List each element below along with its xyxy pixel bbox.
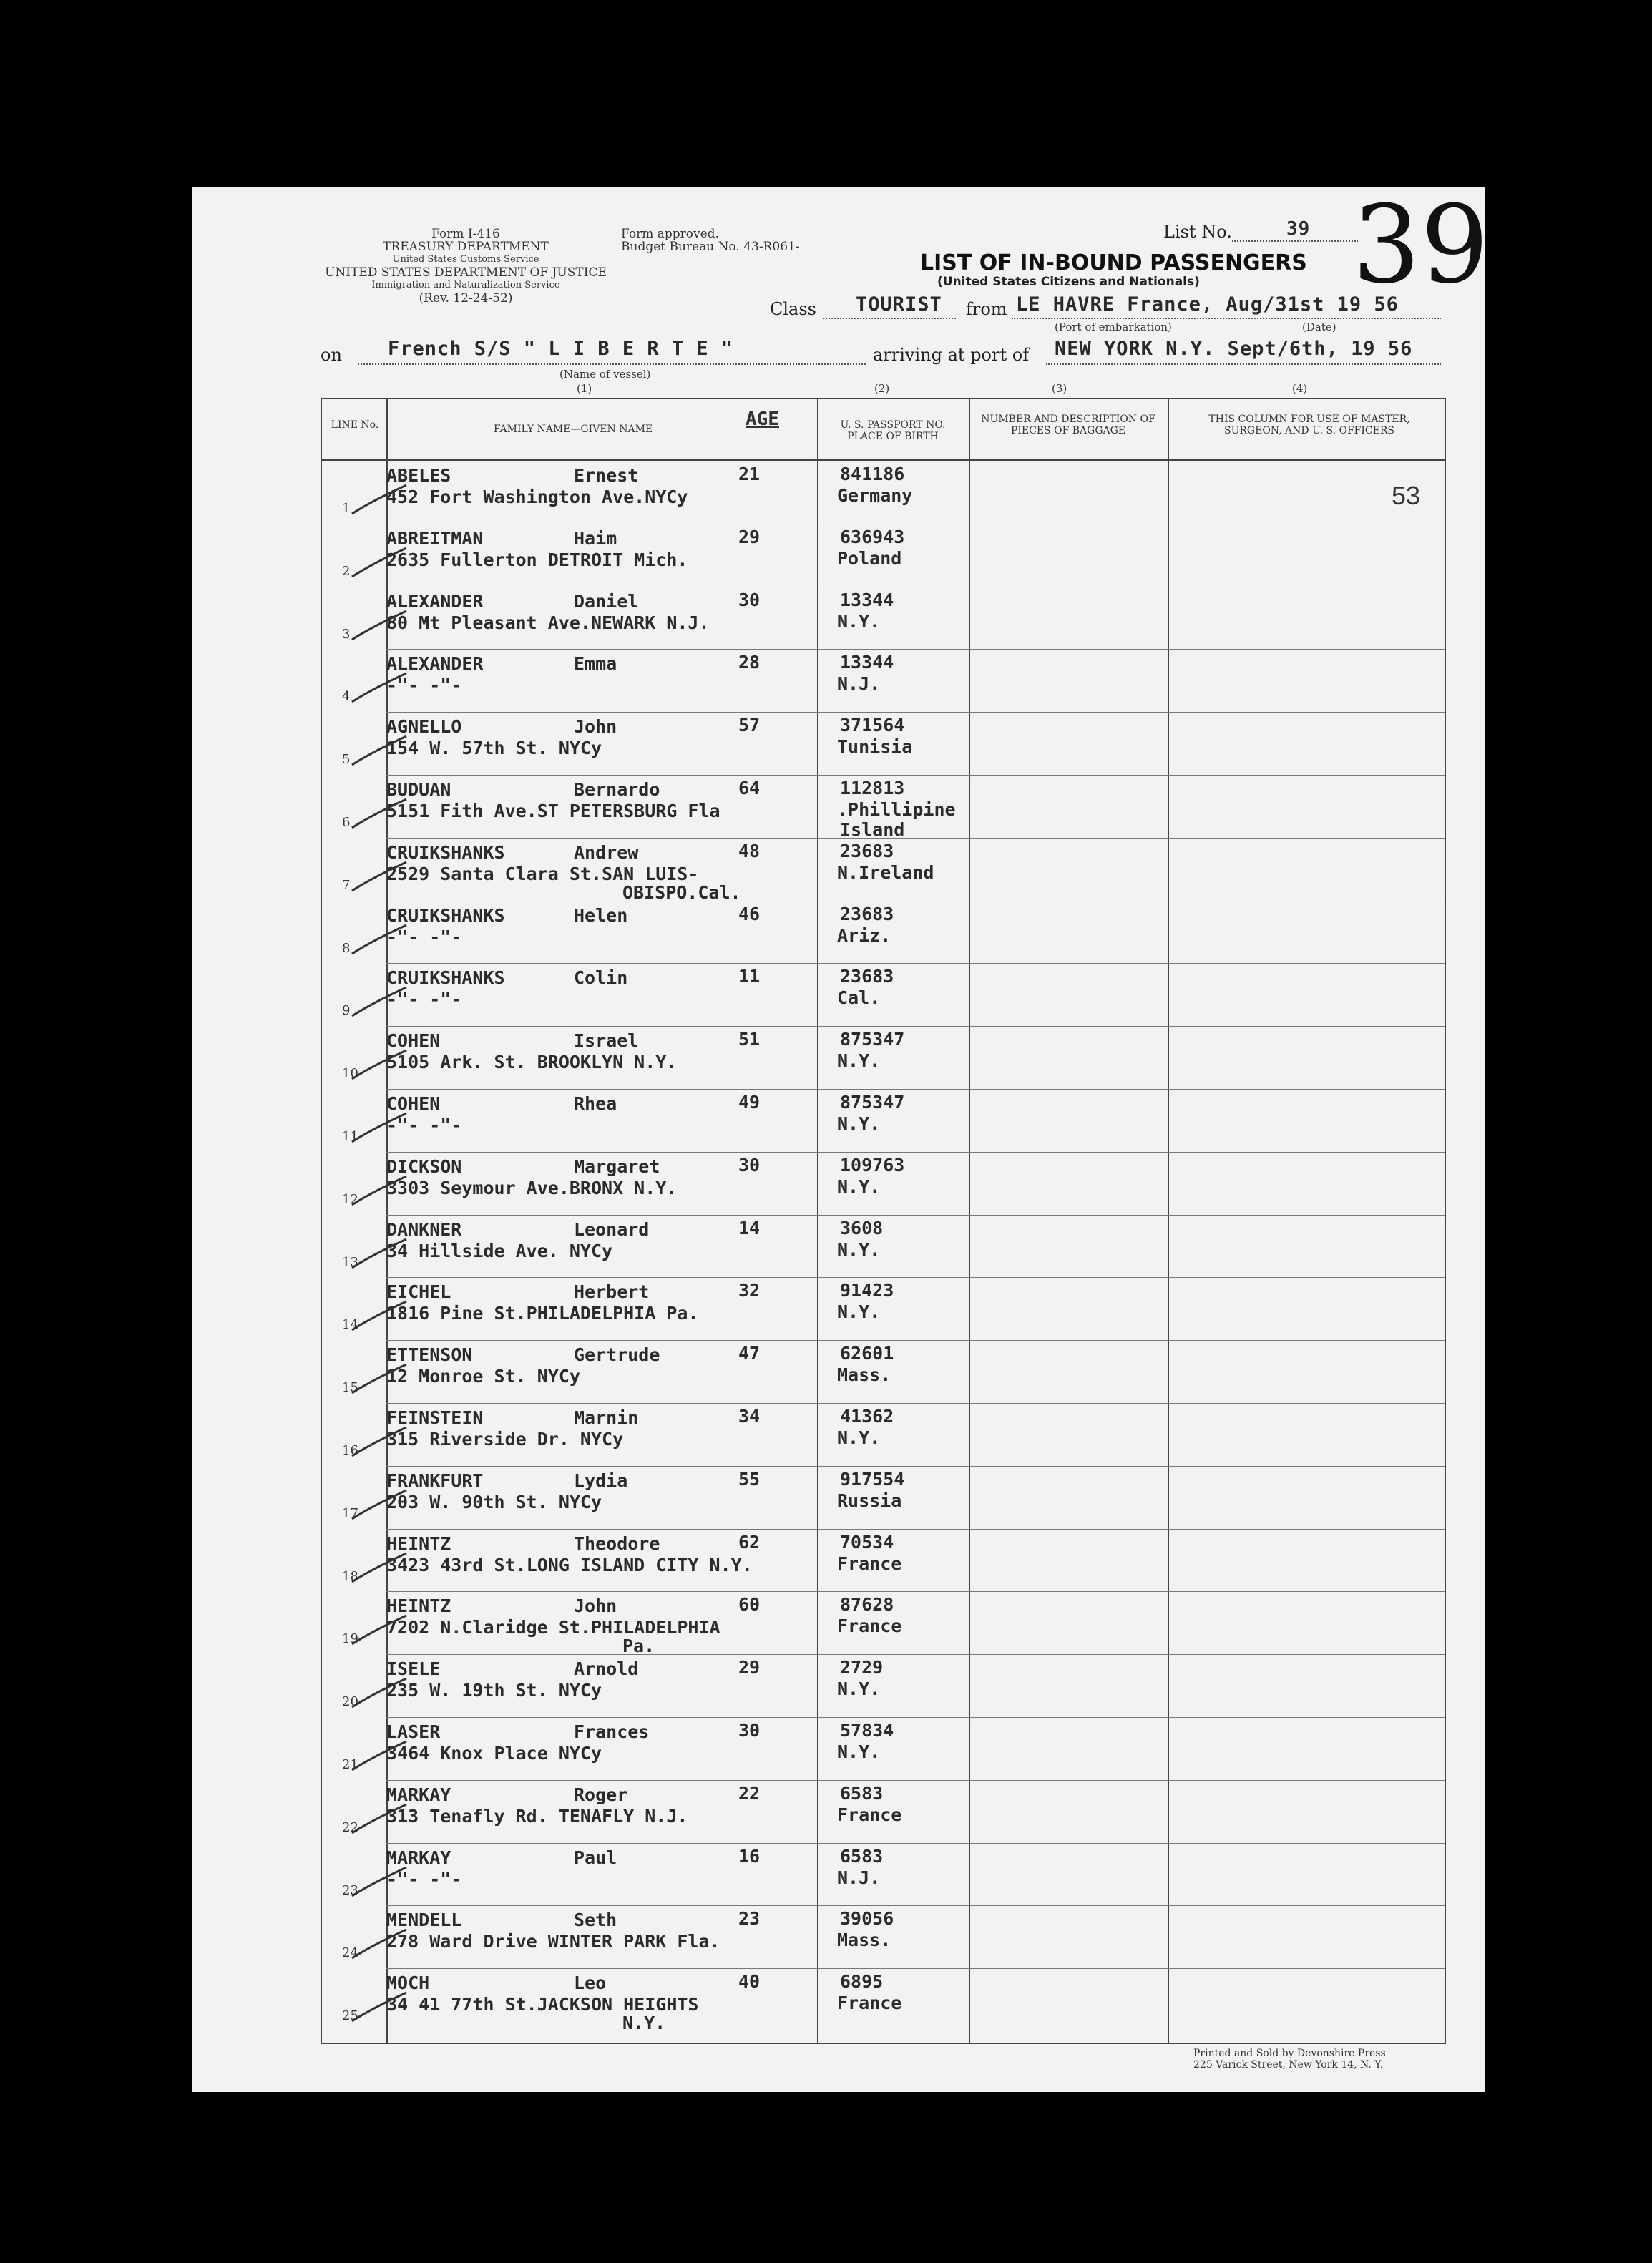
approval-line: Form approved. (621, 227, 719, 241)
line-number: 15 (342, 1380, 358, 1396)
place-of-birth: N.Y. (837, 1050, 881, 1072)
table-row (322, 901, 1447, 963)
age: 34 (738, 1406, 761, 1427)
given-name: Paul (574, 1847, 617, 1868)
line-number: 13 (342, 1254, 358, 1270)
class-value: TOURIST (856, 293, 942, 316)
address-continued: OBISPO.Cal. (622, 881, 741, 903)
check-mark-icon (351, 670, 408, 706)
age: 49 (738, 1092, 761, 1113)
line-number: 5 (342, 752, 351, 768)
given-name: Roger (574, 1784, 628, 1805)
address: 313 Tenafly Rd. TENAFLY N.J. (386, 1805, 688, 1827)
table-row (322, 1152, 1447, 1214)
column-caption-4: (4) (1292, 382, 1308, 395)
printer-line: 225 Varick Street, New York 14, N. Y. (1193, 2059, 1384, 2071)
age: 30 (738, 1720, 761, 1741)
age: 62 (738, 1531, 761, 1553)
place-of-birth: N.Y. (837, 1427, 881, 1448)
check-mark-icon (351, 1613, 408, 1648)
address: 5151 Fith Ave.ST PETERSBURG Fla (386, 801, 720, 821)
check-mark-icon (351, 1299, 408, 1334)
place-of-birth: .Phillipine (837, 799, 956, 820)
age: 57 (738, 715, 761, 736)
given-name: Colin (574, 967, 628, 989)
check-mark-icon (351, 1110, 408, 1146)
age: 48 (738, 840, 761, 861)
revision-line: (Rev. 12-24-52) (419, 291, 513, 306)
given-name: Lydia (574, 1470, 628, 1491)
place-of-birth: Germany (837, 485, 913, 506)
place-of-birth: N.J. (837, 1867, 881, 1888)
family-name: MENDELL (386, 1910, 462, 1931)
given-name: Gertrude (574, 1344, 660, 1366)
passport-number: 39056 (840, 1908, 894, 1930)
column-caption-2: (2) (874, 382, 890, 395)
place-of-birth-continued: Island (840, 819, 905, 840)
col-header-baggage: NUMBER AND DESCRIPTION OF PIECES OF BAGGAGE (981, 414, 1155, 436)
passport-number: 62601 (840, 1343, 894, 1364)
form-header-left (319, 228, 612, 305)
family-name: EICHEL (386, 1281, 451, 1303)
family-name: MOCH (386, 1973, 430, 1994)
table-row (322, 1403, 1447, 1465)
col-header-officers: THIS COLUMN FOR USE OF MASTER, SURGEON, AND U. S. OFFICERS (1208, 414, 1410, 436)
family-name: DANKNER (386, 1218, 462, 1240)
age: 51 (738, 1029, 761, 1050)
date-caption: (Date) (1302, 321, 1336, 333)
given-name: Leonard (574, 1218, 650, 1240)
address: 315 Riverside Dr. NYCy (386, 1429, 624, 1450)
family-name: ALEXANDER (386, 590, 484, 612)
col-header-name: FAMILY NAME—GIVEN NAME (494, 424, 653, 435)
table-row (322, 712, 1447, 774)
agency-line: UNITED STATES DEPARTMENT OF JUSTICE (325, 265, 607, 280)
address: 12 Monroe St. NYCy (386, 1366, 580, 1387)
line-number: 18 (342, 1568, 358, 1584)
place-of-birth: Mass. (837, 1364, 891, 1386)
passport-number: 112813 (840, 778, 905, 798)
place-of-birth: Ariz. (837, 924, 891, 946)
family-name: AGNELLO (386, 716, 462, 738)
given-name: Rhea (574, 1093, 617, 1114)
passport-number: 87628 (840, 1594, 894, 1616)
table-row (322, 1843, 1447, 1905)
family-name: COHEN (386, 1093, 441, 1114)
line-number: 22 (342, 1819, 358, 1835)
list-no-value: 39 (1286, 218, 1311, 240)
passport-number: 917554 (840, 1468, 905, 1490)
given-name: John (574, 716, 617, 738)
given-name: Leo (574, 1973, 607, 1994)
form-approval (621, 228, 800, 253)
given-name: Daniel (574, 590, 639, 612)
line-number: 4 (342, 689, 351, 705)
line-number: 16 (342, 1443, 358, 1458)
given-name: Arnold (574, 1658, 639, 1680)
agency-line: United States Customs Service (392, 254, 539, 265)
table-row (322, 1529, 1447, 1591)
check-mark-icon (351, 1990, 408, 2025)
check-mark-icon (351, 1676, 408, 1711)
address: 2635 Fullerton DETROIT Mich. (386, 549, 688, 570)
line-number: 9 (342, 1003, 351, 1019)
column-caption-3: (3) (1052, 382, 1067, 395)
age: 30 (738, 1154, 761, 1176)
passport-number: 841186 (840, 464, 905, 484)
check-mark-icon (351, 859, 408, 895)
column-caption-1: (1) (577, 382, 592, 395)
table-row (322, 1026, 1447, 1088)
document-subtitle: (United States Citizens and Nationals) (937, 275, 1200, 289)
address: 34 Hillside Ave. NYCy (386, 1240, 613, 1261)
address: 5105 Ark. St. BROOKLYN N.Y. (386, 1052, 678, 1073)
address: 452 Fort Washington Ave.NYCy (386, 487, 688, 507)
family-name: LASER (386, 1721, 441, 1742)
age: 40 (738, 1971, 761, 1993)
place-of-birth: N.Y. (837, 1238, 881, 1260)
passport-number: 6583 (840, 1845, 884, 1867)
line-number: 23 (342, 1882, 358, 1898)
age: 30 (738, 589, 761, 610)
place-of-birth: Poland (837, 547, 902, 569)
vessel-value: French S/S " L I B E R T E " (388, 338, 734, 360)
age: 55 (738, 1468, 761, 1490)
family-name: CRUIKSHANKS (386, 967, 505, 989)
age: 60 (738, 1594, 761, 1616)
check-mark-icon (351, 1424, 408, 1460)
passport-number: 2729 (840, 1657, 884, 1678)
passport-number: 70534 (840, 1531, 894, 1553)
given-name: Emma (574, 653, 617, 675)
document-title: LIST OF IN-BOUND PASSENGERS (920, 250, 1307, 275)
check-mark-icon (351, 1739, 408, 1774)
from-dotline (1012, 318, 1441, 319)
address: 278 Ward Drive WINTER PARK Fla. (386, 1931, 720, 1952)
age: 47 (738, 1343, 761, 1364)
given-name: Ernest (574, 465, 639, 486)
given-name: Andrew (574, 841, 639, 863)
place-of-birth: N.Ireland (837, 861, 934, 883)
place-of-birth: France (837, 1616, 902, 1637)
check-mark-icon (351, 1927, 408, 1963)
given-name: John (574, 1595, 617, 1617)
table-row (322, 775, 1447, 840)
line-number: 24 (342, 1945, 358, 1961)
line-number: 7 (342, 877, 351, 893)
address: 1816 Pine St.PHILADELPHIA Pa. (386, 1303, 699, 1324)
family-name: HEINTZ (386, 1595, 451, 1617)
check-mark-icon (351, 545, 408, 581)
age: 46 (738, 903, 761, 924)
table-row (322, 1591, 1447, 1657)
family-name: ABELES (386, 465, 451, 486)
address: -"- -"- (386, 989, 462, 1010)
passport-number: 6895 (840, 1971, 884, 1993)
printer-line: Printed and Sold by Devonshire Press (1193, 2048, 1386, 2059)
address: 7202 N.Claridge St.PHILADELPHIA (386, 1617, 720, 1638)
arriving-label: arriving at port of (873, 345, 1030, 365)
form-number: Form I-416 (431, 227, 500, 241)
passport-number: 57834 (840, 1720, 894, 1741)
address: 154 W. 57th St. NYCy (386, 738, 602, 759)
table-row (322, 1654, 1447, 1716)
table-row (322, 461, 1447, 523)
table-row (322, 1466, 1447, 1528)
agency-line: TREASURY DEPARTMENT (383, 240, 549, 254)
family-name: FEINSTEIN (386, 1407, 484, 1428)
given-name: Theodore (574, 1533, 660, 1554)
passport-number: 23683 (840, 840, 894, 861)
class-dotline (823, 318, 956, 319)
passport-number: 13344 (840, 589, 894, 610)
age: 28 (738, 652, 761, 673)
age: 29 (738, 526, 761, 547)
passport-number: 371564 (840, 715, 905, 736)
check-mark-icon (351, 608, 408, 644)
address-continued: N.Y. (622, 2013, 666, 2034)
address: 3423 43rd St.LONG ISLAND CITY N.Y. (386, 1554, 753, 1575)
family-name: COHEN (386, 1030, 441, 1052)
place-of-birth: France (837, 1993, 902, 2014)
age: 23 (738, 1908, 761, 1930)
arrival-dotline (1046, 363, 1441, 365)
age: 21 (738, 464, 761, 484)
family-name: MARKAY (386, 1847, 451, 1868)
check-mark-icon (351, 1802, 408, 1837)
table-row (322, 1968, 1447, 2034)
family-name: ISELE (386, 1658, 441, 1680)
passport-number: 23683 (840, 966, 894, 987)
family-name: ALEXANDER (386, 653, 484, 675)
line-number: 25 (342, 2008, 358, 2024)
line-number: 21 (342, 1757, 358, 1772)
given-name: Herbert (574, 1281, 650, 1303)
passport-number: 3608 (840, 1217, 884, 1238)
place-of-birth: N.J. (837, 673, 881, 695)
table-row (322, 963, 1447, 1025)
place-of-birth: N.Y. (837, 1741, 881, 1762)
passenger-table (321, 398, 1446, 2044)
given-name: Israel (574, 1030, 639, 1052)
given-name: Bernardo (574, 779, 660, 800)
place-of-birth: Tunisia (837, 736, 913, 758)
table-row (322, 1089, 1447, 1151)
check-mark-icon (351, 796, 408, 832)
vessel-dotline (358, 363, 866, 365)
address: -"- -"- (386, 675, 462, 696)
family-name: ETTENSON (386, 1344, 473, 1366)
on-label: on (321, 345, 342, 365)
agency-line: Immigration and Naturalization Service (371, 280, 560, 290)
passport-number: 23683 (840, 903, 894, 924)
big-list-number: 39 (1352, 183, 1489, 308)
passport-number: 109763 (840, 1154, 905, 1176)
place-of-birth: France (837, 1804, 902, 1825)
table-row (322, 838, 1447, 903)
age: 16 (738, 1845, 761, 1867)
age: 29 (738, 1657, 761, 1678)
check-mark-icon (351, 984, 408, 1020)
place-of-birth: N.Y. (837, 1301, 881, 1323)
place-of-birth: Mass. (837, 1930, 891, 1951)
check-mark-icon (351, 922, 408, 958)
address: 235 W. 19th St. NYCy (386, 1680, 602, 1701)
address: 203 W. 90th St. NYCy (386, 1491, 602, 1512)
class-label: Class (770, 299, 816, 319)
line-number: 2 (342, 563, 351, 579)
given-name: Marnin (574, 1407, 639, 1428)
address: 80 Mt Pleasant Ave.NEWARK N.J. (386, 612, 710, 633)
passport-number: 91423 (840, 1280, 894, 1301)
table-row (322, 524, 1447, 586)
check-mark-icon (351, 482, 408, 518)
age: 11 (738, 966, 761, 987)
passport-number: 6583 (840, 1782, 884, 1804)
family-name: MARKAY (386, 1784, 451, 1805)
address: 2529 Santa Clara St.SAN LUIS- (386, 863, 699, 884)
passport-number: 41362 (840, 1406, 894, 1427)
family-name: ABREITMAN (386, 527, 484, 549)
age: 22 (738, 1782, 761, 1804)
line-number: 3 (342, 626, 351, 642)
table-row (322, 1215, 1447, 1277)
passport-number: 875347 (840, 1029, 905, 1050)
given-name: Seth (574, 1910, 617, 1931)
passport-number: 636943 (840, 526, 905, 547)
given-name: Margaret (574, 1155, 660, 1177)
table-row (322, 587, 1447, 649)
age: 32 (738, 1280, 761, 1301)
family-name: BUDUAN (386, 779, 451, 800)
check-mark-icon (351, 1487, 408, 1523)
check-mark-icon (351, 1236, 408, 1272)
check-mark-icon (351, 1864, 408, 1900)
list-no-dotline (1232, 240, 1358, 242)
place-of-birth: Cal. (837, 987, 881, 1009)
port-caption: (Port of embarkation) (1055, 321, 1172, 333)
line-number: 1 (342, 501, 351, 516)
line-number: 17 (342, 1505, 358, 1521)
place-of-birth: N.Y. (837, 610, 881, 632)
place-of-birth: N.Y. (837, 1176, 881, 1197)
table-row (322, 649, 1447, 711)
table-row (322, 1905, 1447, 1968)
place-of-birth: France (837, 1553, 902, 1574)
age: 64 (738, 778, 761, 798)
place-of-birth: N.Y. (837, 1113, 881, 1134)
address: 3464 Knox Place NYCy (386, 1743, 602, 1764)
from-label: from (966, 299, 1007, 319)
check-mark-icon (351, 1550, 408, 1586)
vessel-caption: (Name of vessel) (559, 368, 651, 381)
approval-line: Budget Bureau No. 43-R061- (621, 240, 800, 254)
list-no-label: List No. (1163, 222, 1232, 242)
table-row (322, 1717, 1447, 1779)
family-name: FRANKFURT (386, 1470, 484, 1491)
line-number: 10 (342, 1066, 358, 1082)
line-number: 6 (342, 815, 351, 830)
col-header-passport: U. S. PASSPORT NO. PLACE OF BIRTH (840, 419, 946, 442)
col-header-age: AGE (746, 409, 779, 430)
place-of-birth: Russia (837, 1490, 902, 1511)
address: -"- -"- (386, 1868, 462, 1890)
address: 3303 Seymour Ave.BRONX N.Y. (386, 1177, 678, 1198)
line-number: 11 (342, 1129, 358, 1144)
given-name: Helen (574, 904, 628, 926)
line-number: 12 (342, 1191, 358, 1207)
passport-number: 875347 (840, 1092, 905, 1113)
family-name: CRUIKSHANKS (386, 841, 505, 863)
given-name: Haim (574, 527, 617, 549)
passport-number: 13344 (840, 652, 894, 673)
arrival-value: NEW YORK N.Y. Sept/6th, 19 56 (1055, 338, 1413, 360)
check-mark-icon (351, 1047, 408, 1083)
family-name: HEINTZ (386, 1533, 451, 1554)
from-value: LE HAVRE France, Aug/31st 19 56 (1016, 293, 1399, 316)
table-row (322, 1780, 1447, 1842)
address-continued: Pa. (622, 1636, 655, 1657)
line-number: 8 (342, 940, 351, 956)
table-row (322, 1277, 1447, 1339)
address: -"- -"- (386, 1115, 462, 1135)
check-mark-icon (351, 1362, 408, 1397)
line-number: 20 (342, 1694, 358, 1710)
family-name: DICKSON (386, 1155, 462, 1177)
check-mark-icon (351, 733, 408, 769)
margin-note: 53 (1392, 481, 1421, 510)
given-name: Frances (574, 1721, 650, 1742)
check-mark-icon (351, 1173, 408, 1209)
line-number: 14 (342, 1317, 358, 1333)
line-number: 19 (342, 1631, 358, 1647)
age: 14 (738, 1217, 761, 1238)
col-header-line-no: LINE No. (331, 419, 379, 431)
printer-imprint (1193, 2048, 1386, 2071)
family-name: CRUIKSHANKS (386, 904, 505, 926)
address: 34 41 77th St.JACKSON HEIGHTS (386, 1994, 699, 2015)
address: -"- -"- (386, 926, 462, 947)
place-of-birth: N.Y. (837, 1678, 881, 1700)
table-row (322, 1340, 1447, 1402)
